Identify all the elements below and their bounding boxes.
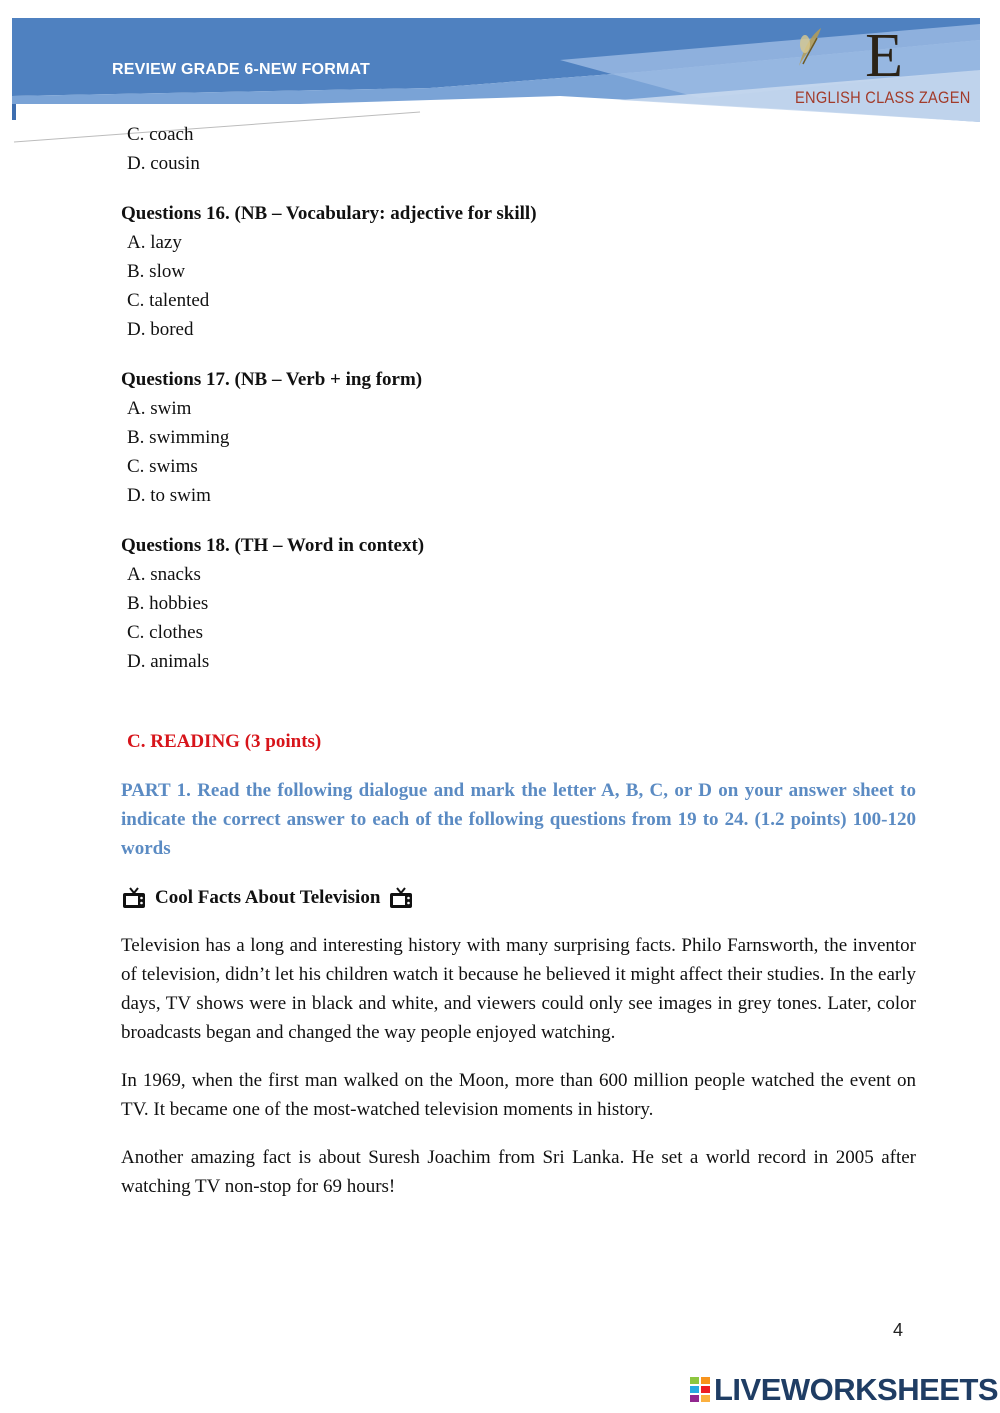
answer-option: A. lazy bbox=[127, 232, 182, 253]
answer-option: C. clothes bbox=[127, 622, 203, 643]
reading-paragraph: Television has a long and interesting history with many surprising facts. Philo Farnsworth, the inventor of television, didn’t let his children watch it because he believed it might affect their studies. In the early days, TV shows were in black and white, and viewers could only see images in grey tones. Later, color broadcasts began and changed the way people enjoyed watching. bbox=[121, 935, 916, 1043]
answer-option: B. slow bbox=[127, 261, 186, 282]
answer-option: B. hobbies bbox=[127, 593, 209, 614]
top-options bbox=[121, 120, 916, 178]
story-title-row bbox=[121, 883, 916, 912]
answer-option: C. coach bbox=[127, 124, 194, 145]
header-title: REVIEW GRADE 6-NEW FORMAT bbox=[112, 61, 371, 78]
liveworksheets-brand: LIVEWORKSHEETS bbox=[714, 1372, 999, 1407]
liveworksheets-watermark bbox=[690, 1370, 998, 1410]
answer-option: A. snacks bbox=[127, 564, 201, 585]
answer-option: D. animals bbox=[127, 651, 210, 672]
answer-option: C. talented bbox=[127, 290, 210, 311]
part-1-instruction: PART 1. Read the following dialogue and mark the letter A, B, C, or D on your answer sheet to indicate the correct answer to each of the following questions from 19 to 24. (1.2 points) 100-120 words bbox=[121, 780, 916, 859]
page-number: 4 bbox=[893, 1320, 904, 1340]
worksheet-body bbox=[121, 120, 916, 1201]
reading-section-title: C. READING (3 points) bbox=[127, 731, 322, 752]
story-title: Cool Facts About Television bbox=[155, 887, 381, 908]
answer-option: A. swim bbox=[127, 398, 192, 419]
question-heading: Questions 16. (NB – Vocabulary: adjective for skill) bbox=[121, 203, 537, 224]
answer-option: B. swimming bbox=[127, 427, 230, 448]
logo-name: ENGLISH CLASS ZAGEN bbox=[795, 88, 971, 107]
reading-paragraph: In 1969, when the first man walked on the Moon, more than 600 million people watched the event on TV. It became one of the most-watched television moments in history. bbox=[121, 1070, 916, 1120]
english-class-zagen-logo bbox=[795, 24, 975, 120]
question-heading: Questions 17. (NB – Verb + ing form) bbox=[121, 369, 423, 390]
question-16 bbox=[121, 199, 916, 344]
television-icon bbox=[121, 885, 147, 911]
question-17 bbox=[121, 365, 916, 510]
liveworksheets-logo-icon bbox=[690, 1377, 710, 1403]
answer-option: D. to swim bbox=[127, 485, 211, 506]
reading-paragraph: Another amazing fact is about Suresh Joachim from Sri Lanka. He set a world record in 2005 after watching TV non-stop for 69 hours! bbox=[121, 1147, 916, 1197]
question-18 bbox=[121, 531, 916, 676]
answer-option: D. cousin bbox=[127, 153, 200, 174]
answer-option: C. swims bbox=[127, 456, 198, 477]
logo-letter: E bbox=[865, 22, 903, 90]
logo-leaf-icon bbox=[795, 24, 825, 70]
answer-option: D. bored bbox=[127, 319, 194, 340]
television-icon bbox=[388, 885, 414, 911]
question-heading: Questions 18. (TH – Word in context) bbox=[121, 535, 425, 556]
